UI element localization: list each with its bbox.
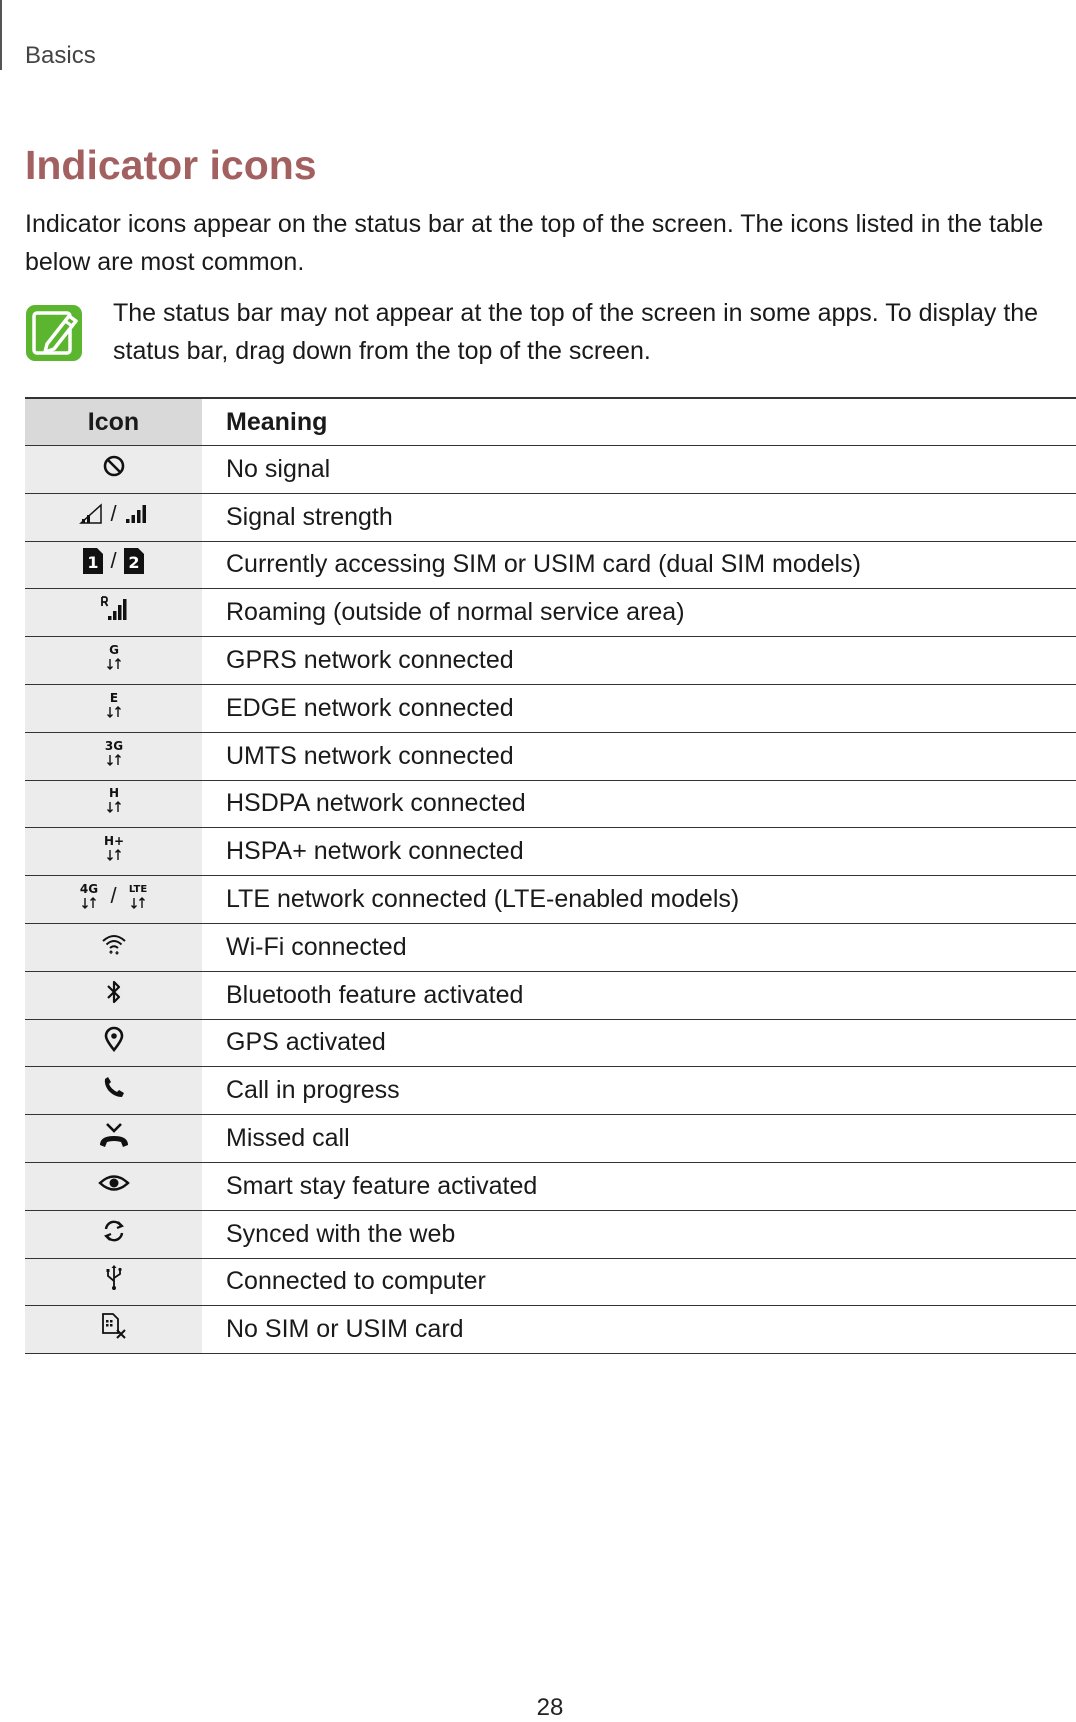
table-row — [25, 589, 1076, 637]
meaning-text: Signal strength — [202, 493, 1076, 541]
meaning-text: HSPA+ network connected — [202, 828, 1076, 876]
icon-separator: / — [110, 548, 117, 574]
section-label: Basics — [25, 42, 96, 69]
table-row — [25, 1162, 1076, 1210]
header-icon: Icon — [25, 398, 202, 446]
meaning-text: UMTS network connected — [202, 732, 1076, 780]
meaning-text: Connected to computer — [202, 1258, 1076, 1306]
meaning-text: GPRS network connected — [202, 637, 1076, 685]
meaning-text: Smart stay feature activated — [202, 1162, 1076, 1210]
roaming-icon — [101, 596, 127, 622]
smart-stay-icon — [98, 1172, 130, 1194]
network-label: H+ — [103, 834, 124, 849]
table-row — [25, 971, 1076, 1019]
signal-strength-icon — [78, 502, 104, 526]
meaning-text: Currently accessing SIM or USIM card (dual SIM models) — [202, 541, 1076, 589]
sync-icon — [101, 1218, 127, 1244]
table-row — [25, 876, 1076, 924]
table-row — [25, 1210, 1076, 1258]
umts-icon — [99, 738, 129, 768]
table-header-row — [25, 398, 1076, 446]
table-row — [25, 1306, 1076, 1354]
signal-strength-icon — [123, 502, 149, 526]
no-sim-icon — [100, 1312, 128, 1340]
wifi-icon — [100, 930, 128, 958]
table-row — [25, 1067, 1076, 1115]
meaning-text: No signal — [202, 446, 1076, 494]
meaning-text: LTE network connected (LTE-enabled models) — [202, 876, 1076, 924]
meaning-text: EDGE network connected — [202, 684, 1076, 732]
call-icon — [102, 1075, 126, 1099]
gprs-icon — [99, 642, 129, 672]
intro-paragraph: Indicator icons appear on the status bar at the top of the screen. The icons listed in the table below are most common. — [25, 210, 1044, 276]
network-label: 4G — [80, 882, 99, 897]
network-label: LTE — [128, 884, 147, 896]
table-row — [25, 1115, 1076, 1163]
usb-icon — [103, 1264, 125, 1292]
no-signal-icon — [102, 454, 126, 478]
indicator-table — [25, 397, 1076, 1354]
note-text: The status bar may not appear at the top of the screen in some apps. To display the status bar, drag down from the top of the screen. — [113, 299, 1039, 365]
icon-separator: / — [110, 501, 117, 527]
meaning-text: No SIM or USIM card — [202, 1306, 1076, 1354]
hsdpa-icon — [99, 785, 129, 815]
network-label: G — [108, 643, 119, 658]
network-label: 3G — [104, 738, 123, 753]
header-meaning: Meaning — [202, 398, 1076, 446]
table-row — [25, 541, 1076, 589]
table-row — [25, 493, 1076, 541]
page-number: 28 — [536, 1694, 564, 1721]
gps-icon — [103, 1026, 125, 1052]
svg-text:2: 2 — [127, 553, 140, 573]
table-row — [25, 684, 1076, 732]
network-label: H — [108, 786, 119, 801]
meaning-text: Roaming (outside of normal service area) — [202, 589, 1076, 637]
page-title: Indicator icons — [25, 142, 317, 188]
hspa-plus-icon — [99, 833, 129, 863]
meaning-text: GPS activated — [202, 1019, 1076, 1067]
meaning-text: Call in progress — [202, 1067, 1076, 1115]
table-row — [25, 446, 1076, 494]
bluetooth-icon — [104, 979, 124, 1005]
meaning-text: HSDPA network connected — [202, 780, 1076, 828]
sim-card-icon — [123, 547, 145, 575]
meaning-text: Synced with the web — [202, 1210, 1076, 1258]
table-row — [25, 923, 1076, 971]
table-row — [25, 780, 1076, 828]
svg-text:1: 1 — [87, 553, 100, 573]
sim-card-icon — [82, 547, 104, 575]
meaning-text: Wi-Fi connected — [202, 923, 1076, 971]
meaning-text: Bluetooth feature activated — [202, 971, 1076, 1019]
lte-icon — [74, 881, 104, 911]
table-row — [25, 828, 1076, 876]
table-row — [25, 732, 1076, 780]
edge-icon — [99, 690, 129, 720]
page-edge-rule — [0, 0, 2, 70]
table-row — [25, 1019, 1076, 1067]
missed-call-icon — [98, 1121, 130, 1149]
table-row — [25, 1258, 1076, 1306]
table-row — [25, 637, 1076, 685]
lte-icon — [123, 881, 153, 911]
icon-separator: / — [110, 883, 117, 909]
network-label: E — [109, 690, 118, 705]
note-pencil-icon — [25, 304, 83, 362]
meaning-text: Missed call — [202, 1115, 1076, 1163]
